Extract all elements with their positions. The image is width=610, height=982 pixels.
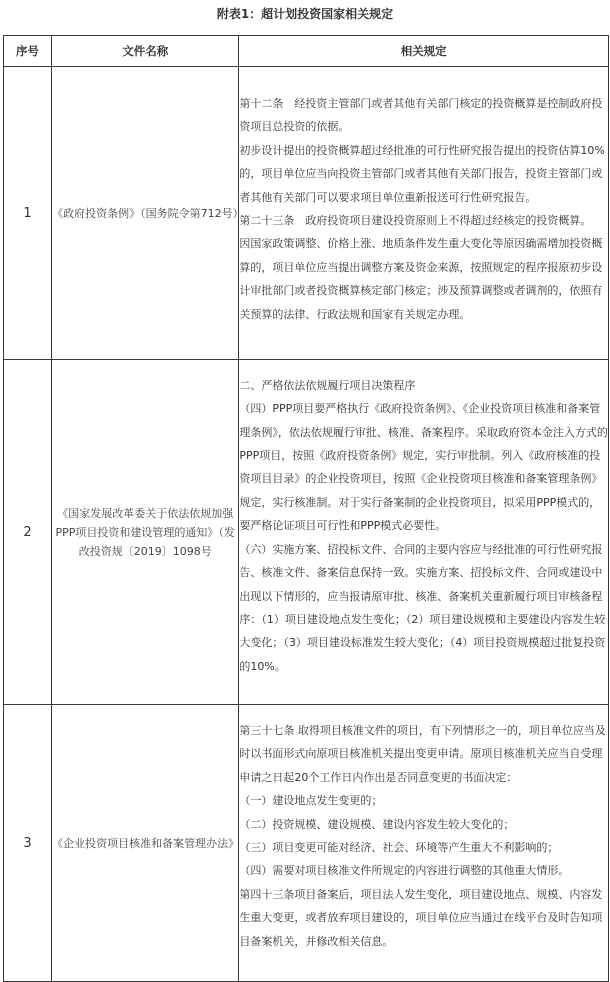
header-related-rules: 相关规定 (239, 36, 609, 67)
serial-number-cell: 3 (4, 705, 52, 982)
rule-paragraph: （四）需要对项目核准文件所规定的内容进行调整的其他重大情形。 (239, 864, 570, 878)
rule-paragraph: 因国家政策调整、价格上涨、地质条件发生重大变化等原因确需增加投资概算的，项目单位应当提出调整方案及资金来源，按照规定的程序报原初步设计审批部门或者投资概算核定部门核定；涉及预算调整或者调剂的，依照有关预算的法律、行政法规和国家有关规定办理。 (239, 237, 603, 321)
document-name-cell: 《国家发展改革委关于依法依规加强PPP项目投资和建设管理的通知》（发改投资规〔2019〕1098号 (52, 360, 239, 705)
serial-number-cell: 1 (4, 67, 52, 360)
document-name-cell: 《政府投资条例》（国务院令第712号） (52, 67, 239, 360)
rules-cell (239, 360, 609, 705)
rule-paragraph: 第二十三条 政府投资项目建设投资原则上不得超过经核定的投资概算。 (239, 214, 592, 227)
rule-paragraph: 第三十七条 取得项目核准文件的项目，有下列情形之一的，项目单位应当及时以书面形式向原项目核准机关提出变更申请。原项目核准机关应当自受理申请之日起20个工作日内作出是否同意变更的书面决定： (239, 723, 606, 784)
rule-paragraph: （一）建设地点发生变更的； (239, 794, 383, 808)
rule-paragraph: 第十二条 经投资主管部门或者其他有关部门核定的投资概算是控制政府投资项目总投资的依据。 (239, 96, 603, 134)
regulations-table (3, 35, 609, 982)
serial-number-cell: 2 (4, 360, 52, 705)
rules-cell (239, 705, 609, 982)
table-row (4, 360, 609, 705)
header-serial-number: 序号 (4, 36, 52, 67)
rule-paragraph: （六）实施方案、招投标文件、合同的主要内容应与经批准的可行性研究报告、核准文件、备案信息保持一致。实施方案、招投标文件、合同或建设中出现以下情形的，应当报请原审批、核准、备案机关重新履行项目审核备程序：（1）项目建设地点发生变化；（2）项目建设规模和主要建设内容发生较大变化；（3）项目建设标准发生较大变化；（4）项目投资规模超过批复投资的10%。 (239, 542, 606, 673)
rule-paragraph: （二）投资规模、建设规模、建设内容发生较大变化的； (239, 817, 515, 831)
table-row (4, 67, 609, 360)
document-name-cell: 《企业投资项目核准和备案管理办法》 (52, 705, 239, 982)
rule-paragraph: （四）PPP项目要严格执行《政府投资条例》、《企业投资项目核准和备案管理条例》，依法依规履行审批、核准、备案程序。采取政府资本金注入方式的PPP项目，按照《政府投资条例》规定，实行审批制。列入《政府核准的投资项目目录》的企业投资项目，按照《企业投资项目核准和备案管理条例》规定，实行核准制。对于实行备案制的企业投资项目，拟采用PPP模式的，要严格论证项目可行性和PPP模式必要性。 (239, 402, 608, 533)
rule-paragraph: 第四十三条项目备案后，项目法人发生变化，项目建设地点、规模、内容发生重大变更，或者放弃项目建设的，项目单位应当通过在线平台及时告知项目备案机关，并修改相关信息。 (239, 887, 603, 948)
header-document-name: 文件名称 (52, 36, 239, 67)
table-row (4, 705, 609, 982)
rule-paragraph: （三）项目变更可能对经济、社会、环境等产生重大不利影响的； (239, 841, 559, 854)
table-header-row (4, 36, 609, 67)
document-title: 附表1：超计划投资国家相关规定 (216, 7, 394, 21)
rule-paragraph: 初步设计提出的投资概算超过经批准的可行性研究报告提出的投资估算10%的，项目单位应当向投资主管部门或者其他有关部门报告，投资主管部门或者其他有关部门可以要求项目单位重新报送可行性研究报告。 (239, 143, 605, 204)
rules-cell (239, 67, 609, 360)
rule-paragraph: 二、严格依法依规履行项目决策程序 (239, 378, 416, 392)
